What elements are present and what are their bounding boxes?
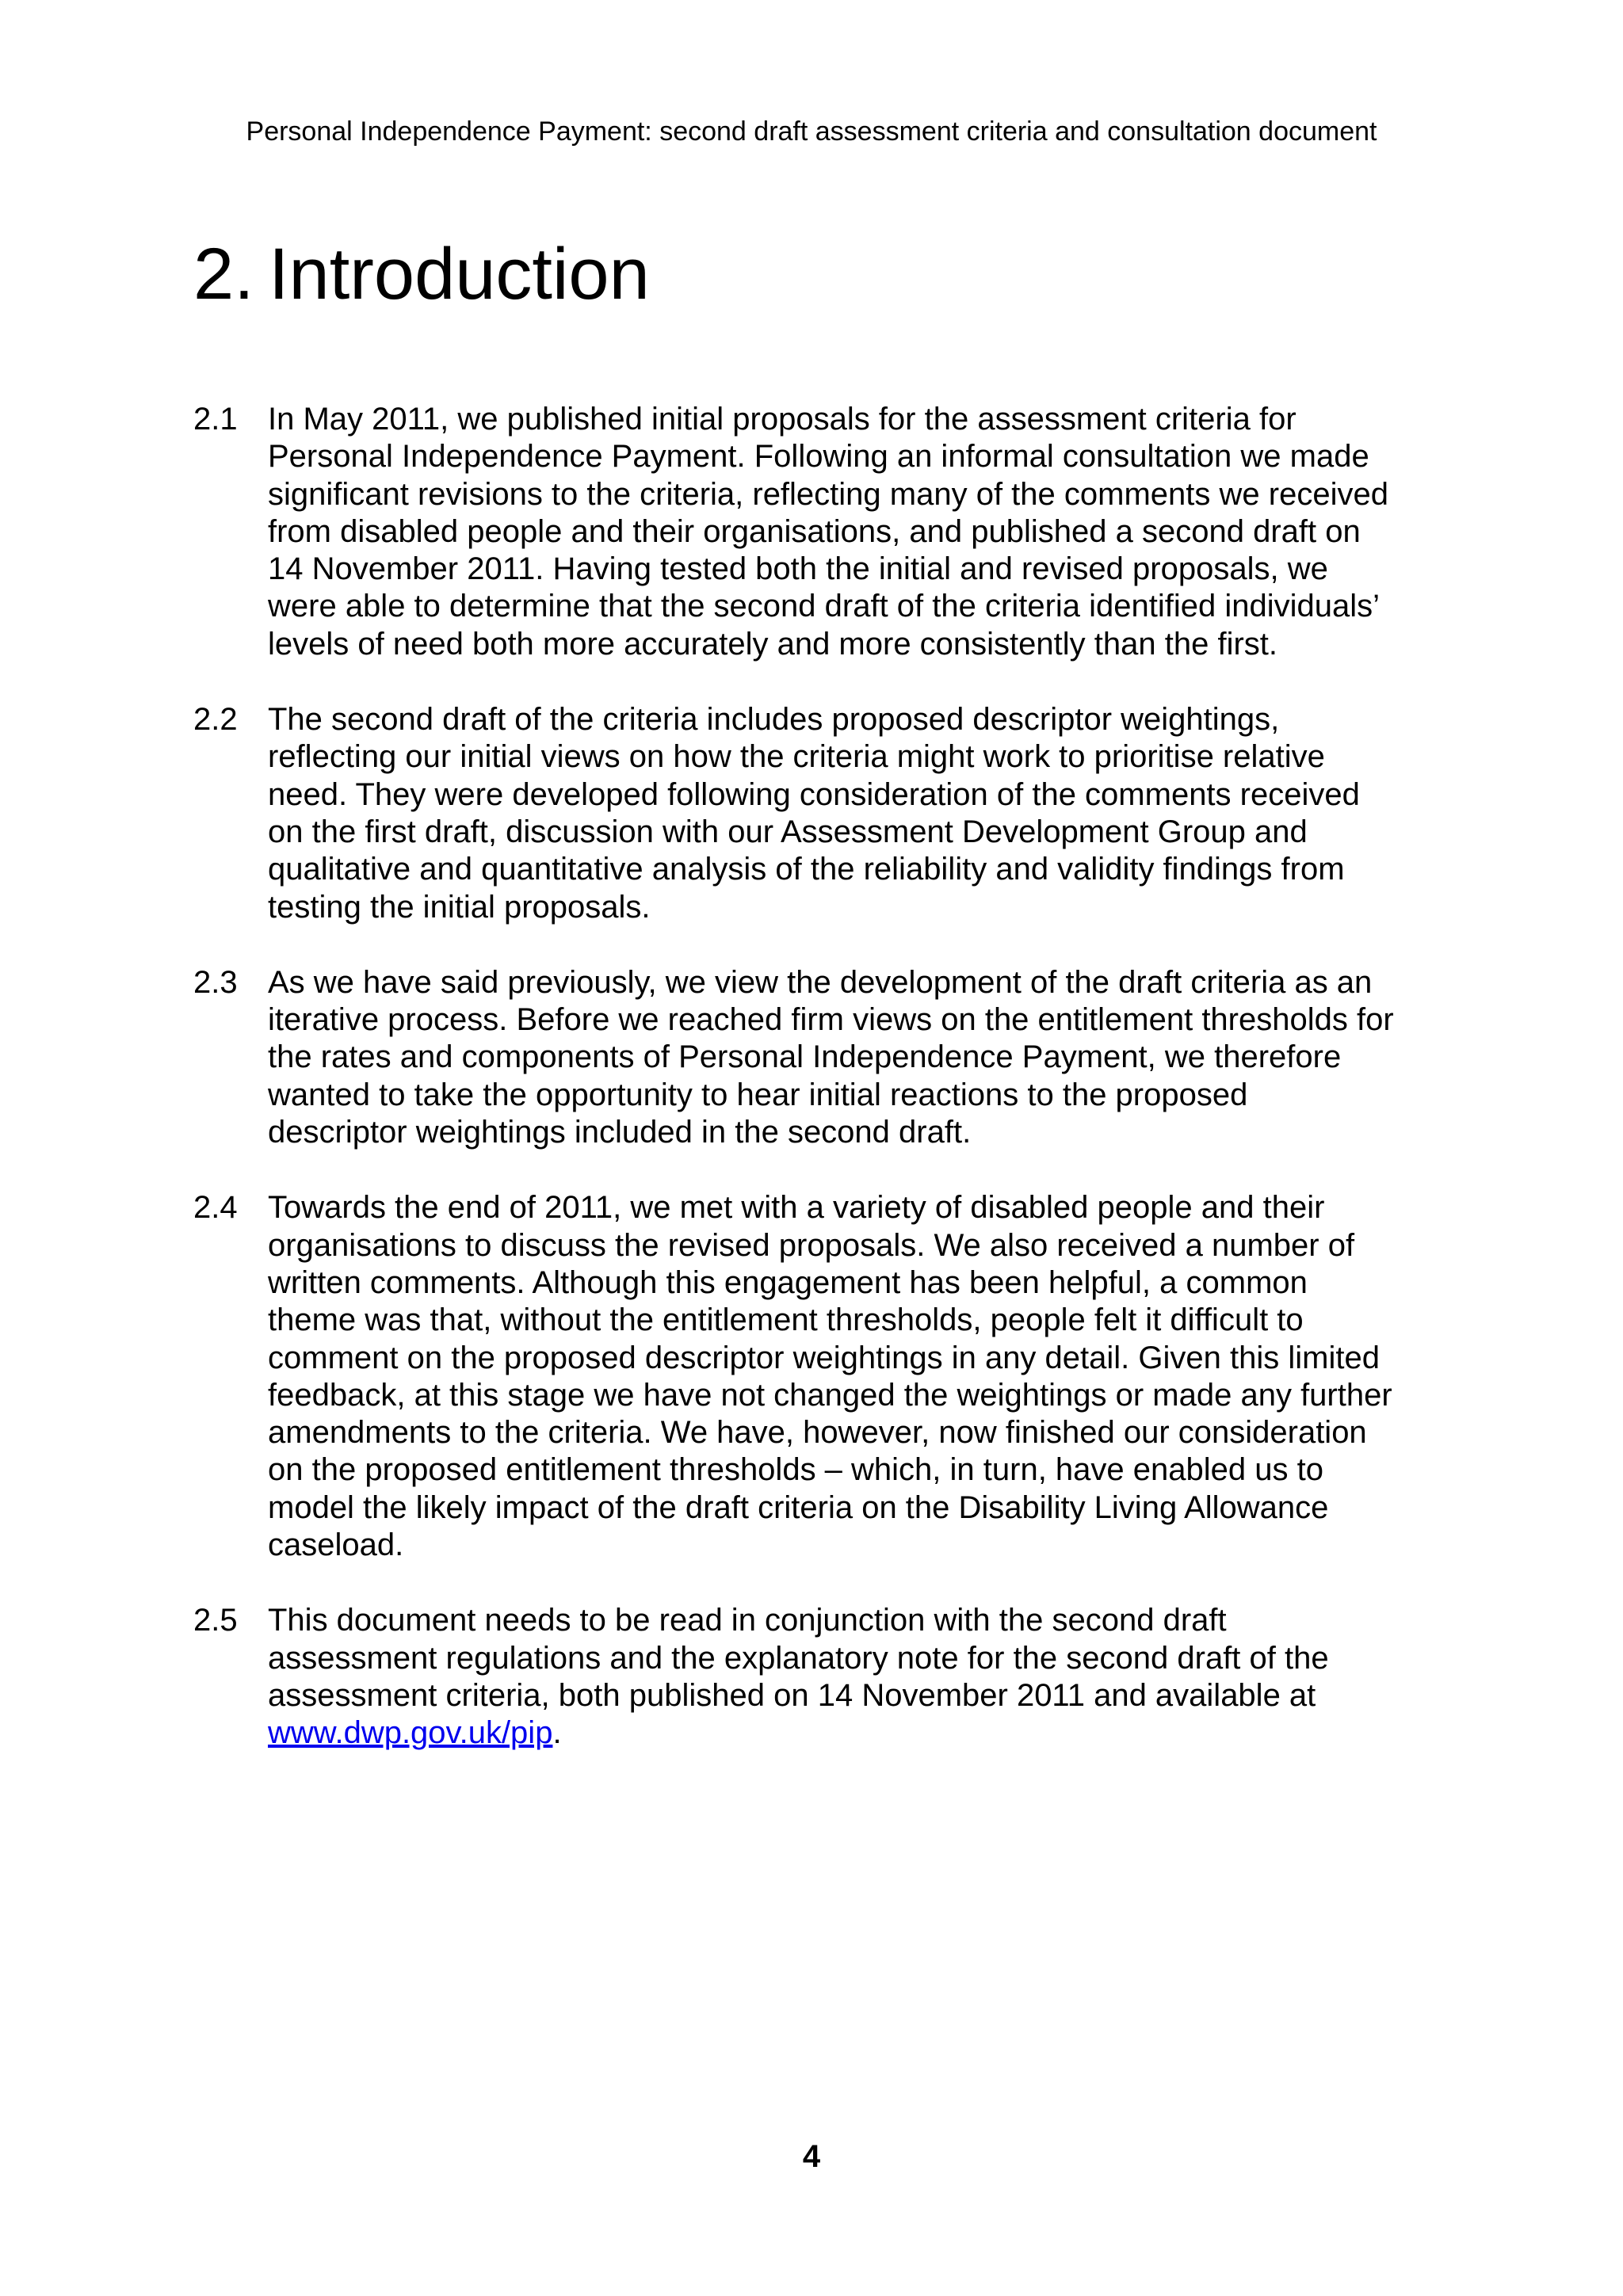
- paragraph-2-5: [193, 1602, 1445, 1752]
- text-line: on the proposed entitlement thresholds – which, in turn, have enabled us to: [268, 1452, 1323, 1488]
- text-line: from disabled people and their organisations, and published a second draft on: [268, 513, 1361, 549]
- text-line: amendments to the criteria. We have, however, now finished our consideration: [268, 1415, 1367, 1451]
- paragraph-text: [268, 401, 1445, 663]
- text-line: written comments. Although this engagement has been helpful, a common: [268, 1264, 1308, 1300]
- text-line: the rates and components of Personal Independence Payment, we therefore: [268, 1039, 1342, 1075]
- paragraph-2-1: [193, 401, 1445, 663]
- paragraph-number: 2.3: [193, 964, 238, 1000]
- text-line: In May 2011, we published initial proposals for the assessment criteria for: [268, 402, 1296, 437]
- text-line: assessment regulations and the explanatory note for the second draft of the: [268, 1640, 1329, 1676]
- text-line: iterative process. Before we reached firm views on the entitlement thresholds for: [268, 1002, 1394, 1038]
- paragraph-text: [268, 964, 1445, 1151]
- text-line: 14 November 2011. Having tested both the initial and revised proposals, we: [268, 551, 1328, 587]
- text-line: wanted to take the opportunity to hear initial reactions to the proposed: [268, 1077, 1248, 1112]
- paragraph-text: [268, 1189, 1445, 1564]
- paragraph-number: 2.4: [193, 1190, 238, 1226]
- text-line: theme was that, without the entitlement thresholds, people felt it difficult to: [268, 1302, 1304, 1338]
- paragraph-2-2: [193, 701, 1445, 926]
- link-trailing-punctuation: .: [552, 1715, 562, 1751]
- chapter-heading: [193, 231, 650, 317]
- dwp-pip-link[interactable]: www.dwp.gov.uk/pip: [268, 1715, 553, 1751]
- text-line: reflecting our initial views on how the criteria might work to prioritise relative: [268, 739, 1325, 775]
- text-line: were able to determine that the second draft of the criteria identified individuals’: [268, 589, 1381, 624]
- paragraph-number: 2.1: [193, 402, 238, 437]
- text-line: Personal Independence Payment. Following an informal consultation we made: [268, 439, 1369, 475]
- paragraph-number: 2.2: [193, 702, 238, 738]
- paragraph-text: [268, 701, 1445, 926]
- text-line: testing the initial proposals.: [268, 889, 651, 925]
- running-header: Personal Independence Payment: second draft assessment criteria and consultation document: [246, 116, 1377, 147]
- text-line: levels of need both more accurately and more consistently than the first.: [268, 626, 1278, 662]
- text-line: organisations to discuss the revised proposals. We also received a number of: [268, 1227, 1355, 1263]
- text-line: significant revisions to the criteria, reflecting many of the comments we received: [268, 476, 1388, 512]
- chapter-title: Introduction: [269, 234, 650, 315]
- text-line: feedback, at this stage we have not changed the weightings or made any further: [268, 1377, 1392, 1413]
- text-line: As we have said previously, we view the development of the draft criteria as an: [268, 964, 1373, 1000]
- text-line: caseload.: [268, 1527, 404, 1563]
- text-line: assessment criteria, both published on 14 November 2011 and available at: [268, 1677, 1316, 1713]
- paragraph-list: [193, 401, 1445, 1791]
- text-line: need. They were developed following consideration of the comments received: [268, 776, 1360, 812]
- text-line: qualitative and quantitative analysis of the reliability and validity findings from: [268, 852, 1345, 887]
- text-line: model the likely impact of the draft criteria on the Disability Living Allowance: [268, 1489, 1329, 1525]
- chapter-number: 2.: [193, 234, 254, 315]
- text-line: The second draft of the criteria includes proposed descriptor weightings,: [268, 702, 1280, 738]
- text-line: This document needs to be read in conjunction with the second draft: [268, 1603, 1227, 1638]
- text-line: Towards the end of 2011, we met with a variety of disabled people and their: [268, 1190, 1325, 1226]
- paragraph-number: 2.5: [193, 1603, 238, 1638]
- text-line: descriptor weightings included in the second draft.: [268, 1115, 972, 1150]
- paragraph-2-3: [193, 964, 1445, 1151]
- text-line: on the first draft, discussion with our Assessment Development Group and: [268, 814, 1308, 849]
- paragraph-2-4: [193, 1189, 1445, 1564]
- text-line: comment on the proposed descriptor weightings in any detail. Given this limited: [268, 1340, 1380, 1375]
- page-number: 4: [802, 2139, 821, 2174]
- paragraph-text: [268, 1602, 1445, 1752]
- text-line-with-link: [268, 1714, 1445, 1752]
